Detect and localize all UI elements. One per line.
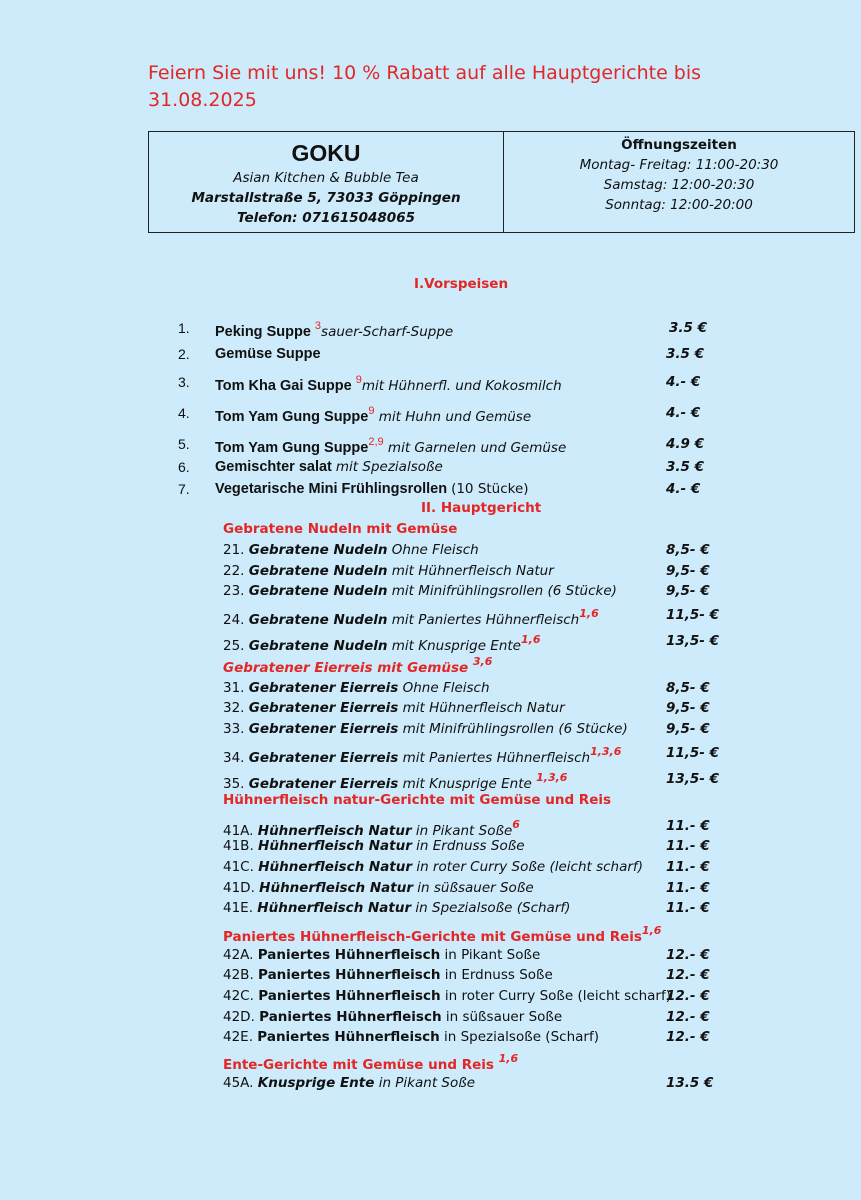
item-price: 13,5- € [666, 633, 720, 649]
menu-item [223, 680, 490, 696]
item-desc: in Erdnuss Soße [440, 967, 553, 983]
item-number: 25. [223, 638, 249, 654]
item-number: 35. [223, 776, 249, 792]
breaded-title [223, 924, 661, 945]
duck-title [223, 1052, 518, 1073]
starter-row [215, 405, 531, 425]
starter-price: 4.9 € [666, 436, 705, 452]
item-price: 12.- € [666, 947, 710, 963]
starter-name: Tom Yam Gung Suppe [215, 440, 369, 456]
chicken-title: Hühnerfleisch natur-Gerichte mit Gemüse und Reis [223, 792, 612, 808]
item-price: 11.- € [666, 818, 710, 834]
starter-number: 6. [178, 459, 190, 475]
rice-title-text: Gebratener Eierreis mit Gemüse [223, 660, 473, 676]
starter-price: 4.- € [666, 405, 701, 421]
item-price: 9,5- € [666, 583, 710, 599]
item-name: Hühnerfleisch Natur [258, 838, 412, 854]
item-name: Gebratene Nudeln [248, 542, 388, 558]
info-box [148, 131, 855, 233]
item-price: 13.5 € [666, 1075, 714, 1091]
item-price: 11,5- € [666, 607, 720, 623]
item-number: 22. [223, 563, 249, 579]
menu-item [223, 859, 643, 875]
menu-item [223, 1009, 562, 1025]
starter-name: Gemischter salat [215, 459, 336, 475]
item-desc: in süßsauer Soße [441, 1009, 563, 1025]
item-number: 41B. [223, 838, 259, 854]
item-name: Knusprige Ente [257, 1075, 375, 1091]
item-name: Gebratener Eierreis [248, 776, 399, 792]
item-price: 11.- € [666, 859, 710, 875]
item-desc: mit Paniertes Hühnerfleisch [398, 750, 591, 766]
item-price: 13,5- € [666, 771, 720, 787]
item-price: 11.- € [666, 880, 710, 896]
menu-item [223, 818, 520, 839]
restaurant-tagline: Asian Kitchen & Bubble Tea [233, 170, 419, 186]
menu-item [223, 967, 553, 983]
item-number: 34. [223, 750, 249, 766]
item-name: Gebratene Nudeln [248, 638, 388, 654]
item-number: 41D. [223, 880, 260, 896]
item-name: Gebratene Nudeln [248, 583, 388, 599]
starter-number: 5. [178, 436, 190, 452]
restaurant-info [149, 132, 504, 232]
starter-number: 2. [178, 346, 190, 362]
starter-row [215, 481, 529, 497]
item-name: Paniertes Hühnerfleisch [258, 967, 441, 983]
starter-price: 4.- € [666, 374, 701, 390]
item-price: 9,5- € [666, 700, 710, 716]
item-number: 41A. [223, 823, 258, 839]
item-desc: in Pikant Soße [374, 1075, 476, 1091]
starter-name: Gemüse Suppe [215, 346, 321, 362]
starter-row [215, 374, 562, 394]
menu-item [223, 721, 628, 737]
item-number: 41E. [223, 900, 258, 916]
duck-title-sup: 1,6 [498, 1052, 519, 1065]
item-desc: in roter Curry Soße (leicht scharf) [412, 859, 643, 875]
starter-desc: mit Hühnerfl. und Kokosmilch [361, 378, 562, 394]
item-price: 12.- € [666, 967, 710, 983]
item-number: 45A. [223, 1075, 258, 1091]
allergen-sup: 1,6 [579, 607, 599, 620]
rice-title-sup: 3,6 [472, 655, 493, 668]
main-title: II. Hauptgericht [421, 500, 542, 516]
item-desc: mit Minifrühlingsrollen (6 Stücke) [387, 583, 617, 599]
starter-price: 4.- € [666, 481, 701, 497]
item-desc: Ohne Fleisch [398, 680, 490, 696]
item-number: 24. [223, 612, 249, 628]
starter-row [215, 436, 566, 456]
item-desc: in süßsauer Soße [413, 880, 534, 896]
menu-item [223, 947, 540, 963]
menu-item [223, 771, 567, 792]
item-name: Gebratener Eierreis [248, 680, 399, 696]
item-name: Hühnerfleisch Natur [258, 859, 413, 875]
item-number: 42E. [223, 1029, 258, 1045]
allergen-sup: 6 [512, 818, 520, 831]
starter-price: 3.5 € [669, 320, 708, 336]
item-desc: in Pikant Soße [440, 947, 541, 963]
starter-desc: mit Spezialsoße [335, 459, 443, 475]
menu-item [223, 880, 534, 896]
starter-number: 7. [178, 481, 190, 497]
item-name: Paniertes Hühnerfleisch [257, 947, 441, 963]
hours-sunday: Sonntag: 12:00-20:00 [605, 197, 753, 213]
starter-row [215, 346, 321, 362]
item-price: 11.- € [666, 838, 710, 854]
promo-banner: Feiern Sie mit uns! 10 % Rabatt auf alle Hauptgerichte bis 31.08.2025 [148, 62, 702, 111]
restaurant-name: GOKU [291, 140, 361, 166]
starter-number: 4. [178, 405, 190, 421]
item-name: Gebratene Nudeln [248, 563, 388, 579]
restaurant-phone: Telefon: 071615048065 [237, 210, 415, 226]
item-name: Paniertes Hühnerfleisch [259, 1009, 442, 1025]
menu-item [223, 1075, 475, 1091]
starter-name: Tom Yam Gung Suppe [215, 409, 369, 425]
menu-item [223, 583, 617, 599]
item-number: 42C. [223, 988, 259, 1004]
duck-title-text: Ente-Gerichte mit Gemüse und Reis [223, 1057, 499, 1073]
menu-item [223, 542, 479, 558]
item-number: 33. [223, 721, 249, 737]
hours-saturday: Samstag: 12:00-20:30 [603, 177, 755, 193]
noodles-title: Gebratene Nudeln mit Gemüse [223, 521, 458, 537]
item-number: 42B. [223, 967, 259, 983]
starter-price: 3.5 € [666, 459, 705, 475]
item-number: 42D. [223, 1009, 260, 1025]
starter-row [215, 320, 453, 340]
hours-weekdays: Montag- Freitag: 11:00-20:30 [579, 157, 779, 173]
allergen-sup: 2,9 [368, 436, 384, 448]
menu-item [223, 563, 554, 579]
restaurant-address: Marstallstraße 5, 73033 Göppingen [191, 190, 461, 206]
item-number: 41C. [223, 859, 259, 875]
item-desc: in Spezialsoße (Scharf) [439, 1029, 599, 1045]
item-desc: mit Paniertes Hühnerfleisch [387, 612, 580, 628]
item-price: 11.- € [666, 900, 710, 916]
item-desc: in Pikant Soße [411, 823, 513, 839]
item-price: 8,5- € [666, 542, 710, 558]
starter-number: 1. [178, 320, 190, 336]
menu-item [223, 745, 621, 766]
item-desc: Ohne Fleisch [387, 542, 479, 558]
opening-hours [504, 132, 854, 232]
item-desc: mit Hühnerfleisch Natur [398, 700, 565, 716]
item-name: Paniertes Hühnerfleisch [258, 988, 441, 1004]
item-desc: mit Knusprige Ente [398, 776, 537, 792]
menu-item [223, 633, 540, 654]
item-price: 11,5- € [666, 745, 720, 761]
item-number: 31. [223, 680, 249, 696]
starter-desc: mit Huhn und Gemüse [374, 409, 532, 425]
item-desc: mit Hühnerfleisch Natur [387, 563, 554, 579]
item-name: Gebratener Eierreis [248, 721, 399, 737]
allergen-sup: 3 [314, 320, 322, 332]
breaded-title-text: Paniertes Hühnerfleisch-Gerichte mit Gemüse und Reis [223, 929, 642, 945]
starter-desc: mit Garnelen und Gemüse [383, 440, 567, 456]
starter-number: 3. [178, 374, 190, 390]
item-desc: in roter Curry Soße (leicht scharf) [440, 988, 671, 1004]
allergen-sup: 1,6 [520, 633, 541, 646]
starter-row [215, 459, 443, 475]
item-price: 12.- € [666, 1009, 710, 1025]
starter-name: Vegetarische Mini Frühlingsrollen [215, 481, 452, 497]
item-desc: in Spezialsoße (Scharf) [411, 900, 571, 916]
starter-desc: sauer-Scharf-Suppe [321, 324, 454, 340]
menu-item [223, 607, 599, 628]
item-price: 8,5- € [666, 680, 710, 696]
menu-item [223, 900, 570, 916]
menu-item [223, 838, 525, 854]
menu-item [223, 700, 565, 716]
item-name: Gebratene Nudeln [248, 612, 388, 628]
item-desc: in Erdnuss Soße [411, 838, 525, 854]
allergen-sup: 1,3,6 [536, 771, 568, 784]
allergen-sup: 9 [368, 405, 375, 417]
item-desc: mit Knusprige Ente [387, 638, 521, 654]
starter-price: 3.5 € [666, 346, 705, 362]
breaded-title-sup: 1,6 [641, 924, 662, 937]
starters-title: I.Vorspeisen [414, 276, 509, 292]
allergen-sup: 1,3,6 [590, 745, 622, 758]
item-price: 12.- € [666, 1029, 710, 1045]
item-name: Paniertes Hühnerfleisch [257, 1029, 440, 1045]
item-name: Gebratener Eierreis [248, 750, 399, 766]
rice-title [223, 655, 492, 676]
item-price: 9,5- € [666, 563, 710, 579]
starter-name: Tom Kha Gai Suppe [215, 378, 356, 394]
item-price: 12.- € [666, 988, 710, 1004]
item-name: Hühnerfleisch Natur [257, 823, 412, 839]
item-desc: mit Minifrühlingsrollen (6 Stücke) [398, 721, 628, 737]
item-number: 32. [223, 700, 249, 716]
item-number: 42A. [223, 947, 258, 963]
starter-desc: (10 Stücke) [451, 481, 529, 497]
item-name: Gebratener Eierreis [248, 700, 399, 716]
item-number: 23. [223, 583, 249, 599]
item-number: 21. [223, 542, 249, 558]
menu-item [223, 988, 671, 1004]
item-price: 9,5- € [666, 721, 710, 737]
menu-item [223, 1029, 599, 1045]
item-name: Hühnerfleisch Natur [259, 880, 413, 896]
hours-title: Öffnungszeiten [621, 137, 737, 153]
item-name: Hühnerfleisch Natur [257, 900, 412, 916]
allergen-sup: 9 [355, 374, 362, 386]
starter-name: Peking Suppe [215, 324, 315, 340]
